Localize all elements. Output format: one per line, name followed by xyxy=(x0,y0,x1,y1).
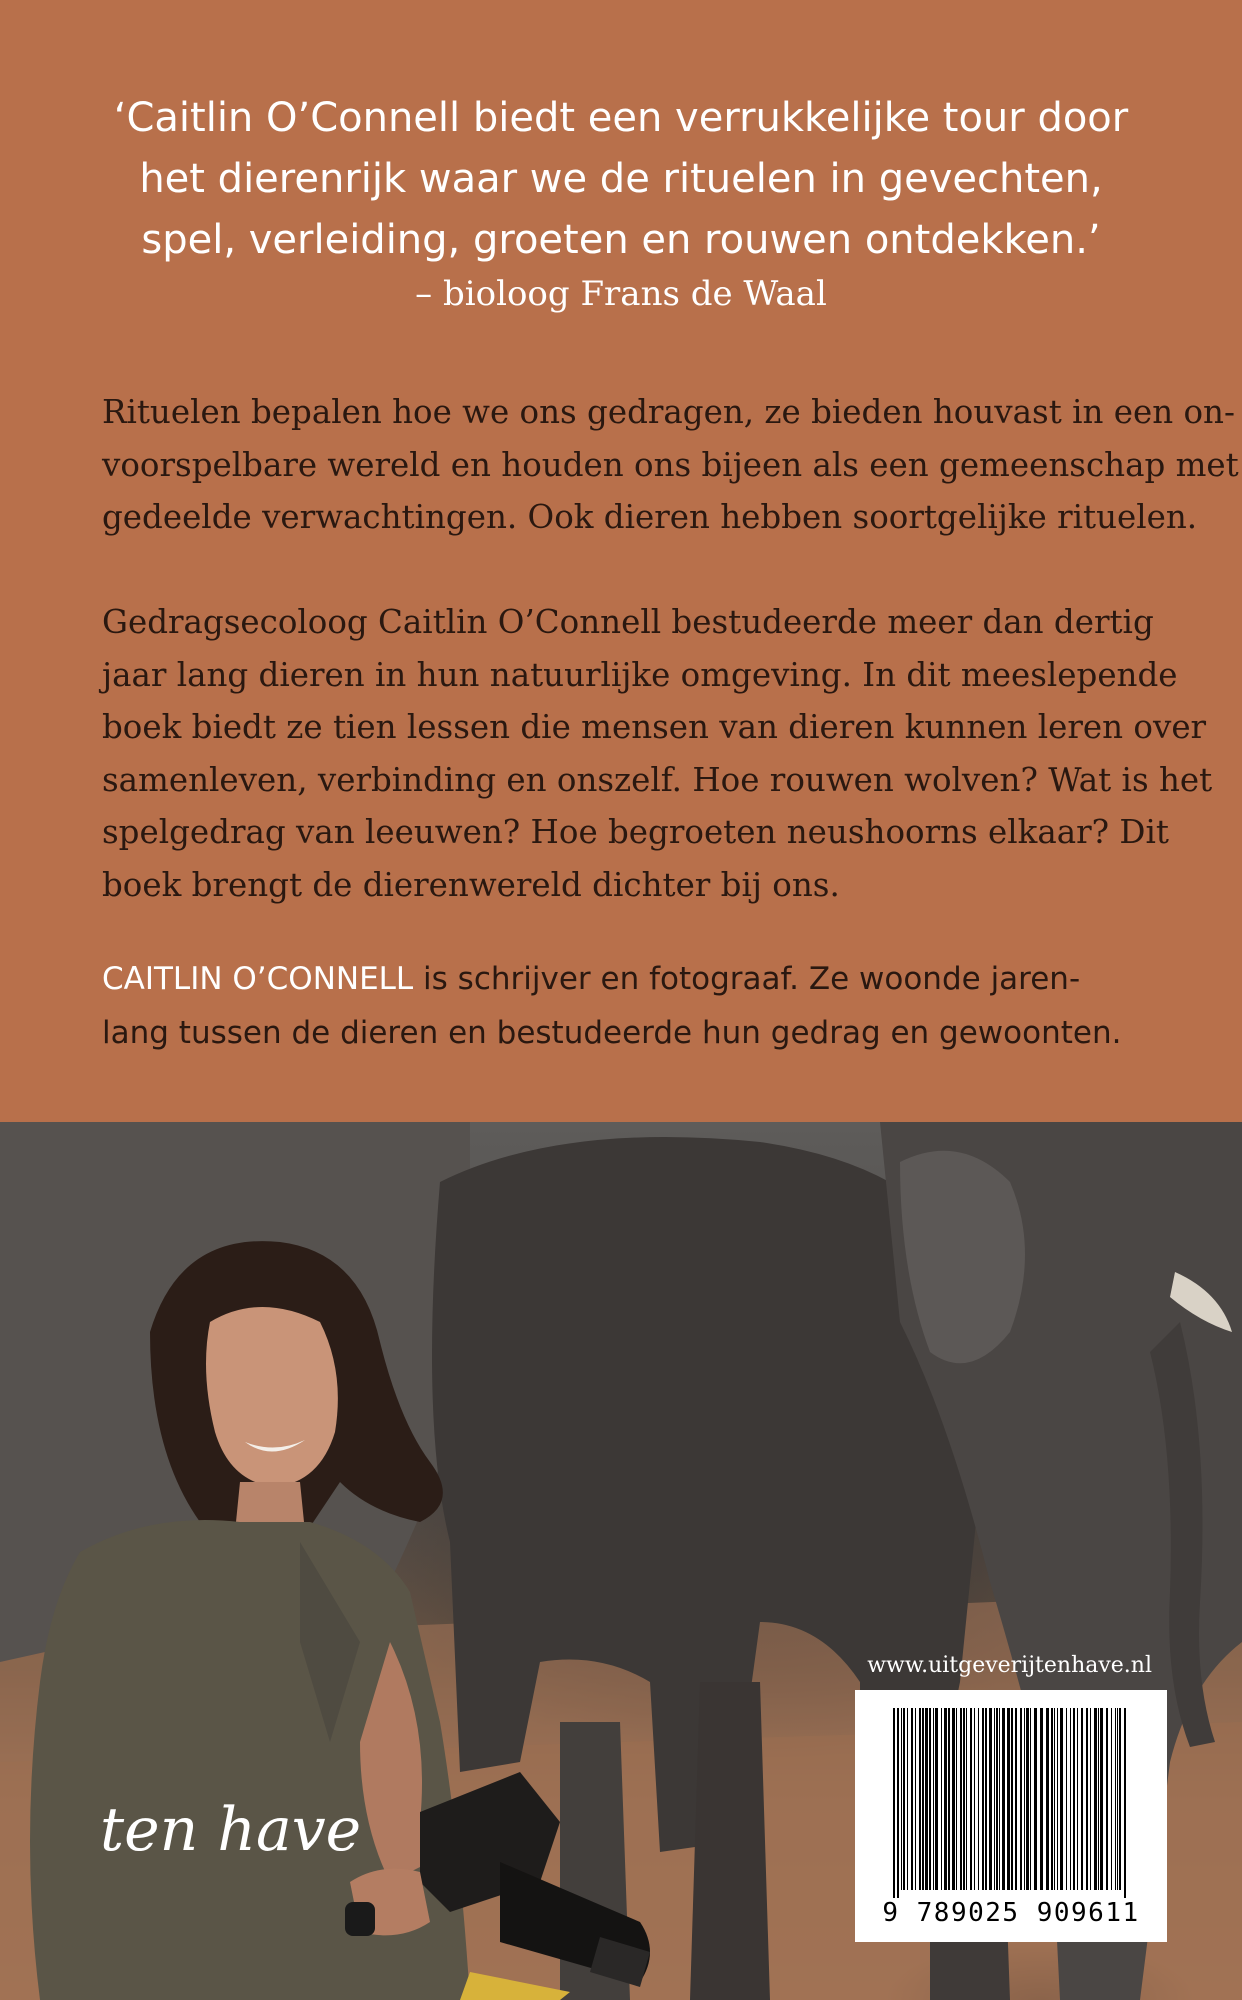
barcode-bar xyxy=(1117,1708,1118,1890)
barcode-bar xyxy=(1011,1708,1013,1890)
barcode-bar xyxy=(1086,1708,1088,1890)
barcode-bar xyxy=(1090,1708,1091,1890)
publisher-logo: ten have xyxy=(100,1795,362,1865)
barcode-bar xyxy=(952,1708,955,1890)
blurb-line: spelgedrag van leeuwen? Hoe begroeten neushoorns elkaar? Dit xyxy=(102,813,1169,851)
barcode-bar xyxy=(1002,1708,1005,1890)
barcode-bar xyxy=(897,1708,899,1898)
barcode-bar xyxy=(1007,1708,1010,1890)
publisher-website: www.uitgeverijtenhave.nl xyxy=(867,1653,1152,1678)
barcode-bar xyxy=(933,1708,934,1890)
barcode-bar xyxy=(1057,1708,1058,1890)
barcode-digits: 9 789025 909611 xyxy=(882,1898,1140,1928)
barcode-bar xyxy=(982,1708,984,1890)
barcode-bar xyxy=(944,1708,947,1890)
barcode-bar xyxy=(1024,1708,1025,1890)
barcode-bar xyxy=(1030,1708,1031,1890)
blurb-line: boek biedt ze tien lessen die mensen van dieren kunnen leren over xyxy=(102,708,1207,746)
barcode-bar xyxy=(1119,1708,1121,1890)
blurb-paragraph-1 xyxy=(102,386,1239,544)
bio-line xyxy=(102,952,1202,1006)
barcode-bar xyxy=(915,1708,916,1890)
barcode-bar xyxy=(1040,1708,1043,1890)
bio-line: lang tussen de dieren en bestudeerde hun gedrag en gewoonten. xyxy=(102,1015,1122,1051)
blurb-line: gedeelde verwachtingen. Ook dieren hebben soortgelijke rituelen. xyxy=(102,498,1198,536)
barcode-bar xyxy=(911,1708,913,1890)
barcode-bar xyxy=(1106,1708,1108,1890)
barcode-bar xyxy=(925,1708,928,1890)
blurb-paragraph-2 xyxy=(102,596,1213,911)
barcode-bar xyxy=(1054,1708,1055,1890)
barcode-bar xyxy=(1051,1708,1053,1890)
barcode-bar xyxy=(907,1708,908,1890)
barcode-bar xyxy=(1015,1708,1017,1890)
barcode-bar xyxy=(919,1708,921,1890)
barcode-bar xyxy=(1124,1708,1126,1898)
author-name: CAITLIN O’CONNELL xyxy=(102,961,414,997)
barcode-bar xyxy=(978,1708,979,1890)
isbn-barcode xyxy=(855,1690,1167,1942)
barcode-bar xyxy=(963,1708,965,1890)
barcode-bar xyxy=(893,1708,895,1898)
blurb-line: boek brengt de dierenwereld dichter bij ons. xyxy=(102,865,840,904)
barcode-bar xyxy=(960,1708,962,1890)
barcode-bar xyxy=(966,1708,967,1890)
barcode-bar xyxy=(1034,1708,1037,1890)
barcode-bar xyxy=(1020,1708,1022,1890)
barcode-bar xyxy=(1026,1708,1029,1890)
barcode-bar xyxy=(929,1708,931,1890)
blurb-line: Rituelen bepalen hoe we ons gedragen, ze bieden houvast in een on- xyxy=(102,393,1235,431)
barcode-bar xyxy=(999,1708,1000,1890)
barcode-bar xyxy=(901,1708,902,1890)
barcode-bar xyxy=(1066,1708,1067,1890)
barcode-bar xyxy=(1070,1708,1071,1890)
bio-text: is schrijver en fotograaf. Ze woonde jaren- xyxy=(413,961,1081,997)
barcode-bar xyxy=(1111,1708,1112,1890)
barcode-bar xyxy=(1081,1708,1083,1890)
quote-line: spel, verleiding, groeten en rouwen ontdekken.’ xyxy=(141,217,1101,263)
barcode-bar xyxy=(922,1708,924,1890)
barcode-bar xyxy=(935,1708,938,1890)
blurb-line: samenleven, verbinding en onszelf. Hoe rouwen wolven? Wat is het xyxy=(102,760,1213,799)
quote-attribution: – bioloog Frans de Waal xyxy=(415,274,827,314)
barcode-bar xyxy=(1060,1708,1063,1890)
barcode-bar xyxy=(948,1708,950,1890)
barcode-bar xyxy=(1115,1708,1116,1890)
barcode-bar xyxy=(956,1708,957,1890)
barcode-bar xyxy=(1098,1708,1099,1890)
barcode-bar xyxy=(1073,1708,1075,1890)
barcode-bar xyxy=(989,1708,992,1890)
barcode-bar xyxy=(1100,1708,1103,1890)
barcode-bar xyxy=(974,1708,975,1890)
barcode-bar xyxy=(985,1708,987,1890)
barcode-bar xyxy=(1094,1708,1097,1890)
barcode-bar xyxy=(1046,1708,1049,1890)
barcode-bar xyxy=(941,1708,942,1890)
author-photo xyxy=(0,1122,1242,2000)
barcode-bar xyxy=(903,1708,905,1890)
blurb-line: Gedragsecoloog Caitlin O’Connell bestudeerde meer dan dertig xyxy=(102,603,1154,641)
quote-line: ‘Caitlin O’Connell biedt een verrukkelijke tour door xyxy=(113,95,1129,141)
barcode-bar xyxy=(996,1708,998,1890)
review-quote xyxy=(60,88,1182,271)
blurb-line: voorspelbare wereld en houden ons bijeen als een gemeenschap met xyxy=(102,445,1239,484)
barcode-bar xyxy=(970,1708,972,1890)
blurb-line: jaar lang dieren in hun natuurlijke omgeving. In dit meeslepende xyxy=(102,655,1178,694)
author-bio xyxy=(102,952,1202,1060)
barcode-bar xyxy=(994,1708,995,1890)
barcode-bar xyxy=(1077,1708,1078,1890)
quote-line: het dierenrijk waar we de rituelen in gevechten, xyxy=(139,156,1103,202)
